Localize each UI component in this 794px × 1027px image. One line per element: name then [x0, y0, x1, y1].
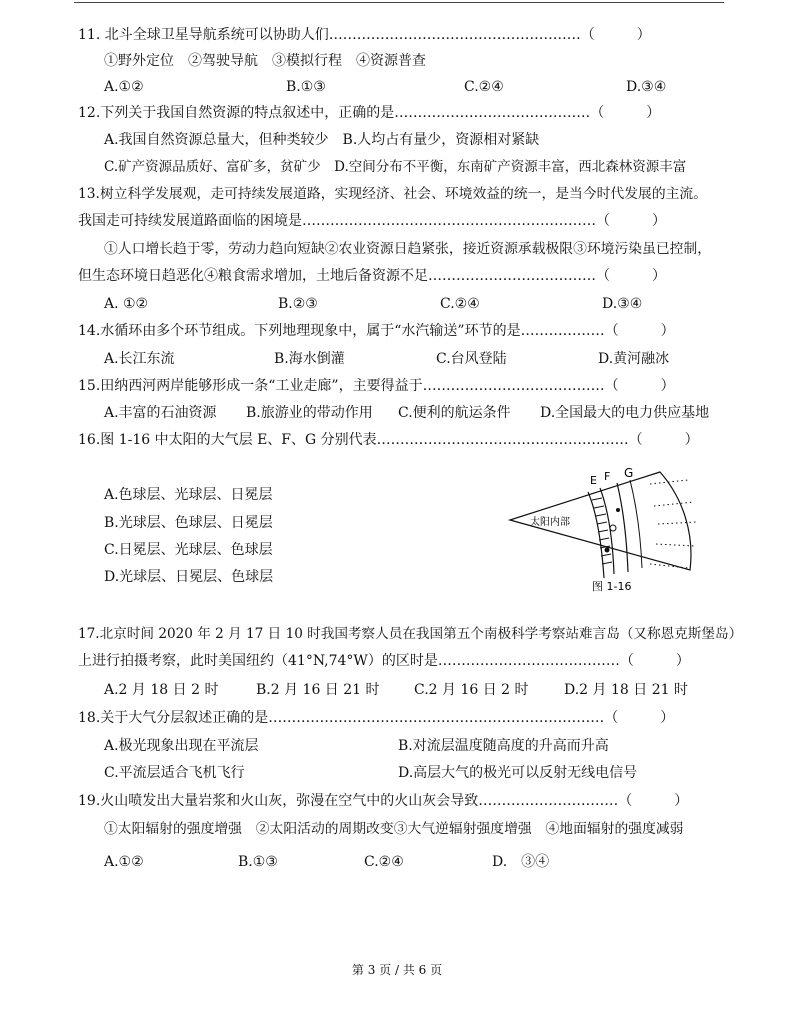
q15-option-a: A.丰富的石油资源 [104, 405, 217, 421]
q17-option-c: C.2 月 16 日 2 时 [414, 682, 529, 698]
q13-option-d: D.③④ [602, 296, 643, 312]
q18-option-b: B.对流层温度随高度的升高而升高 [398, 738, 609, 754]
q16-option-d: D.光球层、日冕层、色球层 [104, 569, 274, 585]
page-top-rule [74, 2, 724, 3]
q17-option-b: B.2 月 16 日 21 时 [256, 682, 380, 698]
q14-stem: 14.水循环由多个环节组成。下列地理现象中，属于“水汽输送”环节的是………………（ ） [78, 323, 675, 339]
q16-option-a: A.色球层、光球层、日冕层 [104, 487, 273, 503]
figure-caption: 图 1-16 [592, 580, 632, 593]
q14-option-d: D.黄河融冰 [598, 351, 670, 367]
q12-options-line-2: C.矿产资源品质好、富矿多，贫矿少 D.空间分布不平衡，东南矿产资源丰富，西北森林资源丰富 [104, 159, 687, 175]
q13-option-b: B.②③ [278, 296, 318, 312]
q18-option-d: D.高层大气的极光可以反射无线电信号 [398, 765, 638, 781]
q11-option-c: C.②④ [464, 79, 504, 95]
q15-option-c: C.便利的航运条件 [398, 405, 511, 421]
q16-option-c: C.日冕层、光球层、色球层 [104, 542, 273, 558]
q13-option-a: A. ①② [104, 296, 149, 312]
q13-statements-line-2: 但生态环境日趋恶化④粮食需求增加，土地后备资源不足………………………………（ ） [78, 268, 666, 284]
label-f: F [604, 470, 611, 483]
q19-option-d: D. ③④ [492, 854, 550, 870]
label-sun-interior: 太阳内部 [530, 517, 570, 528]
q17-stem-line-2: 上进行拍摄考察，此时美国纽约（41°N,74°W）的区时是…………………………………（ ） [78, 653, 690, 669]
q18-option-a: A.极光现象出现在平流层 [104, 738, 259, 754]
q13-option-c: C.②④ [440, 296, 480, 312]
q15-option-b: B.旅游业的带动作用 [246, 405, 373, 421]
q13-statements-line-1: ①人口增长趋于零，劳动力趋向短缺②农业资源日趋紧张，接近资源承载极限③环境污染虽已控制， [104, 241, 712, 257]
q17-option-a: A.2 月 18 日 2 时 [104, 682, 219, 698]
q13-stem-line-1: 13.树立科学发展观，走可持续发展道路，实现经济、社会、环境效益的统一，是当今时代发展的主流。 [78, 186, 708, 202]
q17-stem-line-1: 17.北京时间 2020 年 2 月 17 日 10 时我国考察人员在我国第五个南极科学考察站难言岛（又称恩克斯堡岛） [78, 626, 743, 642]
label-g: G [624, 466, 634, 480]
q19-option-b: B.①③ [238, 854, 278, 870]
sun-layers-figure [500, 462, 710, 594]
q16-option-b: B.光球层、色球层、日冕层 [104, 515, 273, 531]
q15-option-d: D.全国最大的电力供应基地 [540, 405, 710, 421]
q11-option-a: A.①② [104, 79, 144, 95]
q12-stem: 12.下列关于我国自然资源的特点叙述中，正确的是……………………………………（ ） [78, 105, 661, 121]
q11-option-d: D.③④ [626, 79, 667, 95]
q11-statements: ①野外定位 ②驾驶导航 ③模拟行程 ④资源普查 [104, 53, 426, 69]
q15-stem: 15.田纳西河两岸能够形成一条“工业走廊”，主要得益于…………………………………（ ） [78, 378, 675, 394]
q19-option-a: A.①② [104, 854, 144, 870]
q14-option-c: C.台风登陆 [436, 351, 507, 367]
q12-options-line-1: A.我国自然资源总量大，但种类较少 B.人均占有量少，资源相对紧缺 [104, 132, 540, 148]
q18-stem: 18.关于大气分层叙述正确的是………………………………………………………………（ ） [78, 710, 675, 726]
q17-option-d: D.2 月 18 日 21 时 [564, 682, 688, 698]
q14-option-b: B.海水倒灌 [274, 351, 345, 367]
label-e: E [590, 474, 597, 487]
q18-option-c: C.平流层适合飞机飞行 [104, 765, 245, 781]
q11-stem: 11. 北斗全球卫星导航系统可以协助人们………………………………………………（ ） [78, 27, 651, 43]
q11-option-b: B.①③ [286, 79, 326, 95]
q19-statements: ①太阳辐射的强度增强 ②太阳活动的周期改变③大气逆辐射强度增强 ④地面辐射的强度减弱 [104, 821, 684, 837]
q16-stem: 16.图 1-16 中太阳的大气层 E、F、G 分别代表………………………………………………（ ） [78, 432, 699, 448]
q13-stem-line-2: 我国走可持续发展道路面临的困境是………………………………………………………（ ） [78, 213, 666, 229]
q19-stem: 19.火山喷发出大量岩浆和火山灰，弥漫在空气中的火山灰会导致…………………………（ ） [78, 793, 689, 809]
q14-option-a: A.长江东流 [104, 351, 175, 367]
q19-option-c: C.②④ [364, 854, 404, 870]
page-footer: 第 3 页 / 共 6 页 [351, 963, 443, 977]
